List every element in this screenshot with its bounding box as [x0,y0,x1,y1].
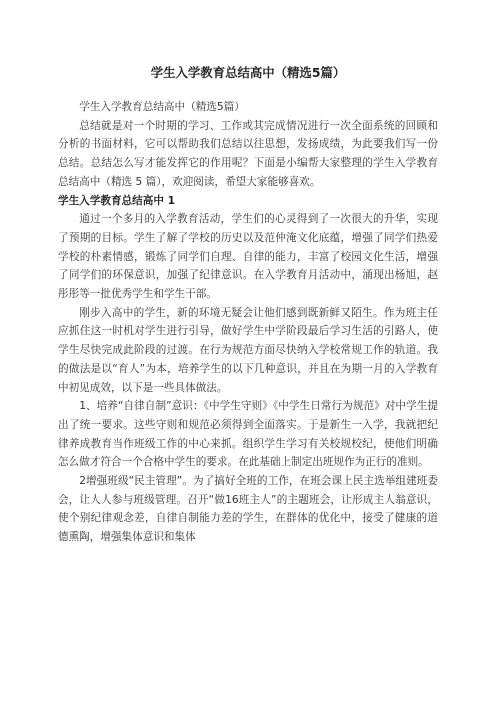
document-title: 学生入学教育总结高中（精选5篇） [150,65,346,80]
body-paragraph: 1、培养“自律自制”意识：《中学生守则》《中学生日常行为规范》对中学生提出了统一要求。这些守则和规范必须得到全面落实。于是新生一入学，我就把纪律养成教育当作班级工作的中心来抓。组织学生学习有关校规校纪，使他们明确怎么做才符合一个合格中学生的要求。在此基础上制定出班规作为正行的准则。 [58,400,438,469]
body-paragraph: 2增强班级“民主管理”。为了搞好全班的工作，在班会课上民主选举组建班委会，让人人参与班级管理。召开“做16班主人”的主题班会，让形成主人翁意识，使个别纪律观念差，自律自制能力差的学生，在群体的优化中，接受了健康的道德熏陶，增强集体意识和集体 [58,475,438,544]
document-body [58,98,438,547]
body-paragraph: 通过一个多月的入学教育活动，学生们的心灵得到了一次很大的升华，实现了预期的目标。学生了解了学校的历史以及范仲淹文化底蕴，增强了同学们热爱学校的朴素情感，锻炼了同学们自理、自律的能力，丰富了校园文化生活，增强了同学们的环保意识，加强了纪律意识。在入学教育月活动中，涌现出杨旭，赵彤彤等一批优秀学生和学生干部。 [58,213,438,301]
body-paragraph: 总结就是对一个时期的学习、工作或其完成情况进行一次全面系统的回顾和分析的书面材料，它可以帮助我们总结以往思想，发扬成绩，为此要我们写一份总结。总结怎么写才能发挥它的作用呢？下面是小编帮大家整理的学生入学教育总结高中（精选 5 篇），欢迎阅读，希望大家能够喜欢。 [58,119,438,188]
body-paragraph: 学生入学教育总结高中（精选5篇） [79,101,245,113]
section-heading: 学生入学教育总结高中 1 [58,194,175,207]
body-paragraph: 刚步入高中的学生，新的环境无疑会让他们感到既新鲜又陌生。作为班主任应抓住这一时机对学生进行引导，做好学生中学阶段最后学习生活的引路人，使学生尽快完成此阶段的过渡。在行为规范方面尽快纳入学校常规工作的轨道。我的做法是以“育人”为本，培养学生的以下几种意识，并且在为期一月的入学教育中初见成效，以下是一些具体做法。 [58,306,438,394]
